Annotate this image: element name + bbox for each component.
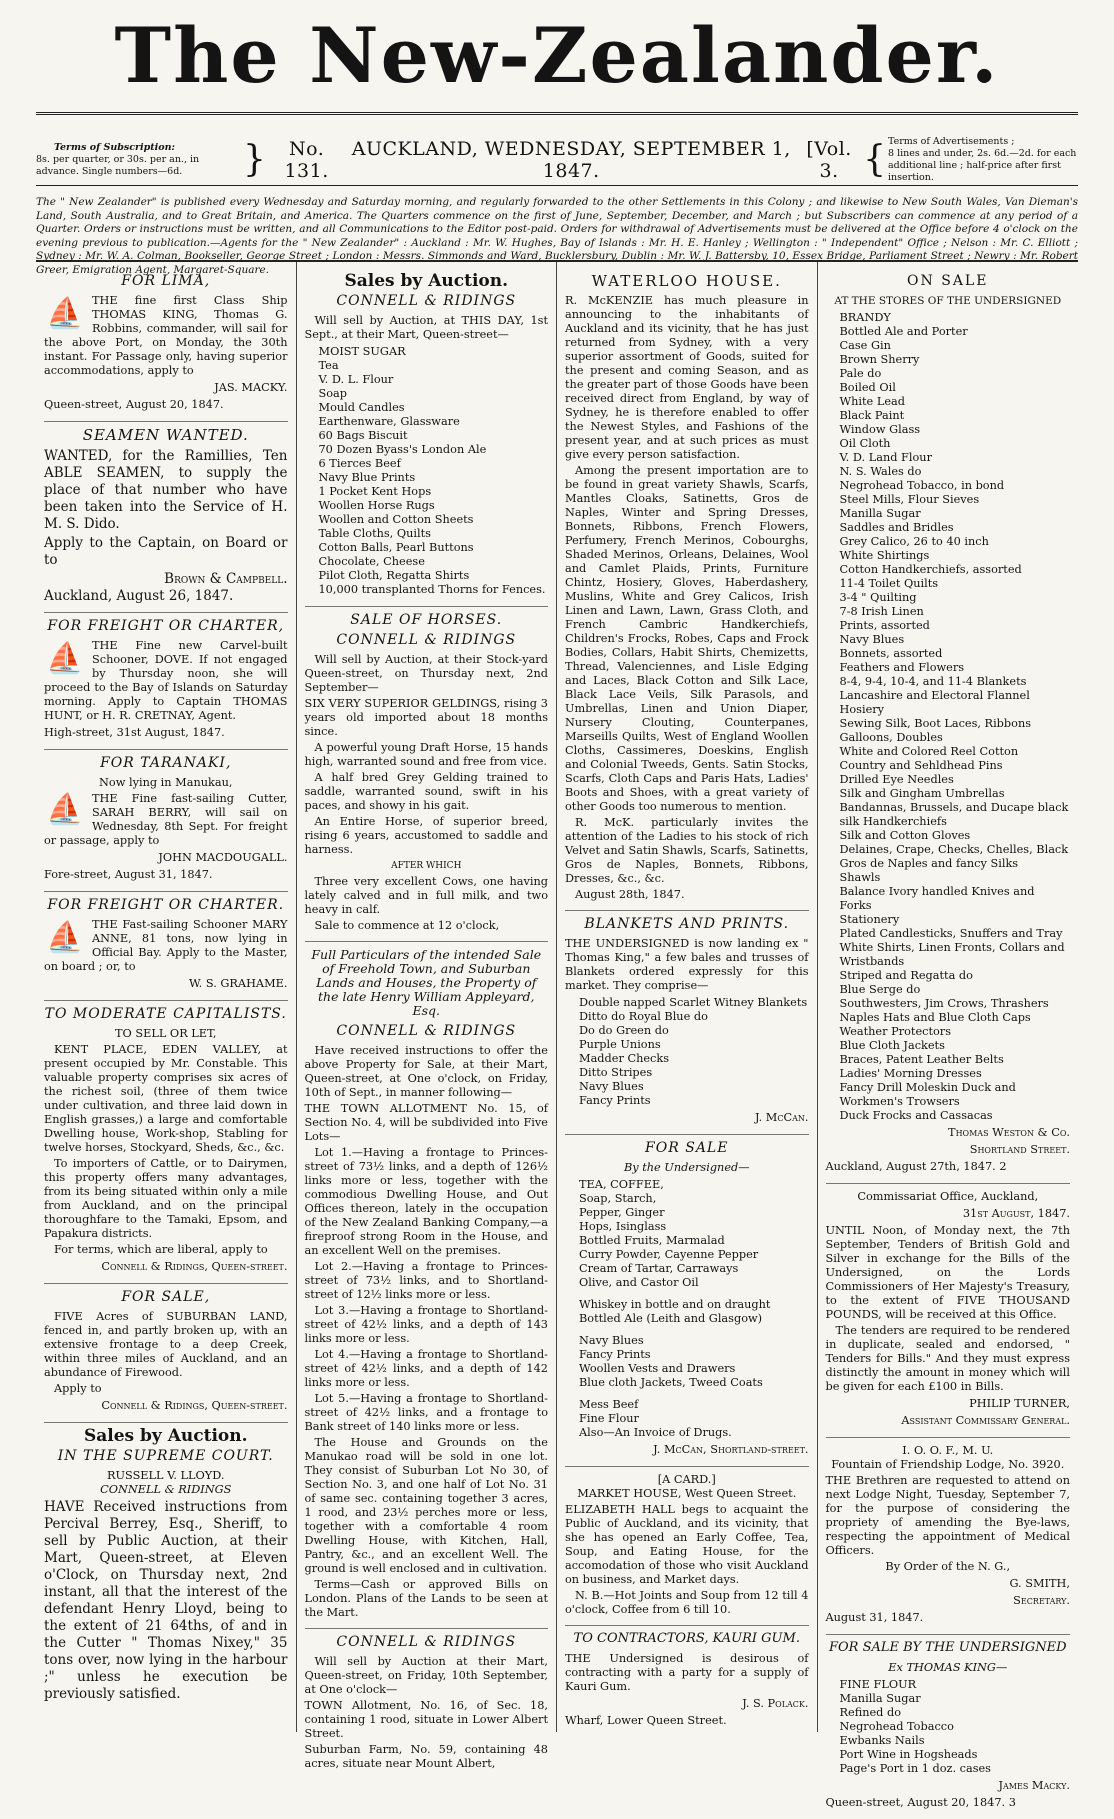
column-1 (36, 262, 297, 1732)
list-spacer (579, 1326, 809, 1334)
ad-lima (44, 274, 288, 422)
ad-subheading: CONNELL & RIDINGS (336, 1023, 517, 1039)
ad-freight-dove (44, 619, 288, 750)
list-spacer (579, 1290, 809, 1298)
ad-freight-mary-anne (44, 898, 288, 1001)
ad-signature: PHILIP TURNER, (969, 1397, 1070, 1410)
list-item: Woollen Vests and Drawers (579, 1362, 736, 1375)
list-item: Navy Blue Prints (318, 471, 416, 484)
list-item: Earthenware, Glassware (318, 415, 460, 428)
ad-body: R. McK. particularly invites the attention of the Ladies to his stock of rich Velvet and Satin Shawls, Scarfs, Satinetts, Gros de Naples, Bonnets, Ribbons, Dresses, &c., &c. (565, 816, 809, 885)
list-item: Double napped Scarlet Witney Blankets (579, 996, 808, 1009)
ad-heading: IN THE SUPREME COURT. (57, 1448, 274, 1464)
list-item: 60 Bags Biscuit (318, 429, 408, 442)
dateline: AUCKLAND, WEDNESDAY, SEPTEMBER 1, 1847. (351, 138, 791, 182)
ad-body: KENT PLACE, EDEN VALLEY, at present occupied by Mr. Constable. This valuable property comprises six acres of the richest soil, (three of them twice under cultivation, and three laid down in English grasses,) a large and comfortable Dwelling house, Work-shop, Stabling for twelve horses, Stockyard, Sheds, &c., &c. (44, 1043, 288, 1154)
ad-body: For terms, which are liberal, apply to (54, 1243, 268, 1256)
ad-heading: I. O. O. F., M. U. (902, 1444, 994, 1457)
ad-signature: J. McCan. (754, 1111, 809, 1124)
ad-date: August 28th, 1847. (575, 888, 685, 901)
list-item: Prints, assorted (839, 619, 930, 632)
ad-signature: Assistant Commissary General. (901, 1414, 1070, 1427)
dateline-bar (268, 138, 861, 182)
ad-subheading: RUSSELL V. LLOYD. (107, 1469, 225, 1482)
ad-date: Wharf, Lower Queen Street. (565, 1714, 727, 1727)
ad-date: Fore-street, August 31, 1847. (44, 868, 213, 881)
list-item: Navy Blues (579, 1334, 644, 1347)
item-list (840, 1678, 1071, 1776)
list-item: Shawls (839, 871, 881, 884)
list-item: V. D. L. Flour (318, 373, 394, 386)
list-item: V. D. Land Flour (839, 451, 932, 464)
list-item: Bottled Ale (Leith and Glasgow) (579, 1312, 763, 1325)
list-item: Weather Protectors (839, 1025, 951, 1038)
ad-signature: Secretary. (1013, 1594, 1070, 1607)
ad-body: SIX VERY SUPERIOR GELDINGS, rising 3 years old imported about 18 months since. (304, 697, 548, 738)
list-item: Plated Candlesticks, Snuffers and Tray (839, 927, 1063, 940)
subscription-terms (36, 142, 241, 178)
advertisement-terms-title: Terms of Advertisements ; (888, 136, 1015, 147)
ad-signature: JAS. MACKY. (214, 381, 288, 394)
ship-icon: ⛵ (46, 792, 84, 827)
ad-body: Among the present importation are to be found in great variety Shawls, Scarfs, Mantles Cloaks, Satinetts, Gros de Naples, Winter and Spring Dresses, Bonnets, Ribbons, French Flowers, Perfumery, French Merinos, Cobourghs, Shaded Merinos, Orleans, Delaines, Wool and Camlet Plaids, Prints, Furniture Chintz, Hosiery, Gloves, Haberdashery, Muslins, White and Grey Calicos, Irish Linen and Lawn, Lawn, Grass Cloth, and French Cambric Handkerchiefs, Children's Frocks, Robes, Caps and Frock Bodies, Collars, Habit Shirts, Chemizetts, Thread, Valenciennes, and Lisle Edging and Laces, Black Cotton and Silk Lace, Black Lace Veils, Silk Parasols, and Umbrellas, Linen and Union Diaper, Nursery Clouting, Counterpanes, Marseills Quilts, West of England Woollen Cloths, Cassimeres, Doeskins, English and Colonial Tweeds, Gents. Satin Stocks, Scarfs, Cloth Caps and Paris Hats, Ladies' Boots and Shoes, with a great variety of other Goods too numerous to mention. (565, 464, 809, 813)
list-item: Bonnets, assorted (839, 647, 943, 660)
item-list (319, 345, 549, 597)
advertisement-terms (888, 136, 1078, 184)
ad-connell-ridings-sale (304, 271, 549, 607)
ad-signature: JOHN MACDOUGALL. (158, 851, 288, 864)
ad-macky-for-sale (826, 1641, 1071, 1819)
ad-body: THE Fine fast-sailing Cutter, SARAH BERRY, will sail on Wednesday, 8th Sept. For freight or passage, apply to (44, 792, 288, 847)
list-item: FINE FLOUR (839, 1678, 917, 1691)
item-list (579, 996, 809, 1108)
list-item: Table Cloths, Quilts (318, 527, 431, 540)
ad-taranaki (44, 756, 288, 892)
ad-signature: Connell & Ridings, Queen-street. (101, 1399, 288, 1412)
list-item: Fancy Drill Moleskin Duck and Workmen's Trowsers (839, 1081, 1016, 1108)
list-item: White Lead (839, 395, 905, 408)
columns (36, 260, 1078, 1809)
ad-body: ELIZABETH HALL begs to acquaint the Public of Auckland, and its vicinity, that she has opened an Early Coffee, Tea, Soup, and Eating House, for the accomodation of those who visit Auckland on business, and Market days. (565, 1503, 809, 1586)
list-item: Oil Cloth (839, 437, 891, 450)
list-item: 8-4, 9-4, 10-4, and 11-4 Blankets (839, 675, 1027, 688)
list-item: Country and Sehldhead Pins (839, 759, 1003, 772)
list-item: Balance Ivory handled Knives and Forks (839, 885, 1035, 912)
ad-body: Sale to commence at 12 o'clock, (314, 919, 500, 932)
list-item: White Shirts, Linen Fronts, Collars and Wristbands (839, 941, 1065, 968)
ad-body: Have received instructions to offer the above Property for Sale, at their Mart, Queen-street, at One o'clock, on Friday, 10th of Sept., in manner following— (304, 1044, 548, 1099)
list-item: Navy Blues (839, 633, 905, 646)
ad-body: A powerful young Draft Horse, 15 hands high, warranted sound and free from vice. (304, 741, 548, 768)
list-item: Hosiery (839, 703, 885, 716)
ad-body: Will sell by Auction, at THIS DAY, 1st Sept., at their Mart, Queen-street— (304, 314, 548, 341)
ad-subheading: AT THE STORES OF THE UNDERSIGNED (834, 295, 1062, 307)
ship-icon: ⛵ (46, 296, 84, 331)
list-item: Manilla Sugar (839, 507, 921, 520)
ad-date: Queen-street, August 20, 1847. (44, 398, 224, 411)
ad-body: The tenders are required to be rendered in duplicate, sealed and endorsed, " Tenders for Bills." And they must express distinctly the amount in money which will be given for each £100 in Bills. (825, 1324, 1070, 1393)
publication-notice: The " New Zealander" is published every Wednesday and Saturday morning, and regularly forwarded to the other Settlements in this Colony ; and likewise to New South Wales, Van Dieman's Land, South Australia, and to Great Britain, and America. The Quarters commence on the first of June, September, December, and March ; but Subscribers can commence at any period of a Quarter. Orders or instructions must be written, and all Communications to the Editor post-paid. Orders for withdrawal of Advertisements must be delivered at the Office before 4 o'clock on the evening previous to publication.—Agents for the " New Zealander" : Auckland : Mr. W. Hughes, Bay of Islands : Mr. H. E. Hanley ; Wellington : " Independent" Office ; Nelson : Mr. C. Elliott ; Sydney : Mr. W. A. Colman, Bookseller, George Street ; London : Messrs. Simmonds and Ward, Bucklersbury, Dublin : Mr. W. J. Battersby, 10, Essex Bridge, Parliament Street ; Newry : Mr. Robert Greer, Emigration Agent, Margaret-Square. (36, 196, 1078, 276)
ad-heading: FOR FREIGHT OR CHARTER, (47, 618, 285, 634)
list-item: Sewing Silk, Boot Laces, Ribbons (839, 717, 1032, 730)
ad-kauri-gum (565, 1632, 809, 1737)
ad-subheading: CONNELL & RIDINGS (100, 1483, 232, 1496)
list-item: Stationery (839, 913, 900, 926)
list-item: Striped and Regatta do (839, 969, 973, 982)
ad-body: THE Fast-sailing Schooner MARY ANNE, 81 tons, now lying in Official Bay. Apply to the Master, on board ; or, to (44, 918, 288, 973)
ad-town-allotment (305, 1635, 549, 1779)
ad-supreme-court (44, 1426, 288, 1711)
ad-freehold-sale (305, 948, 549, 1629)
masthead: The New-Zealander. (114, 11, 1000, 100)
list-item: N. S. Wales do (839, 465, 922, 478)
list-item: Soap, Starch, (579, 1192, 657, 1205)
ad-body: The House and Grounds on the Manukao road will be sold in one lot. They consist of Suburban Lot No 30, of Section No. 3, and one half of Lot No. 31 of same sec. containing together 3 acres, 1 rood, and 23½ perches more or less, together with a comfortable 4 room Dwelling House, with Kitchen, Hall, Pantry, &c., and an excellent Well. The ground is well enclosed and in cultivation. (304, 1436, 548, 1575)
advertisement-terms-body: 8 lines and under, 2s. 6d.—2d. for each additional line ; half-price after first insertion. (888, 148, 1077, 183)
ad-heading: SALE OF HORSES. (350, 612, 503, 628)
ad-heading: TO CONTRACTORS, KAURI GUM. (573, 1631, 800, 1646)
ad-body: Lot 3.—Having a frontage to Shortland-street of 42½ links, and a depth of 143 links more or less. (304, 1304, 548, 1345)
list-item: Delaines, Crape, Checks, Chelles, Black Gros de Naples and fancy Silks (839, 843, 1069, 870)
ad-heading: FOR FREIGHT OR CHARTER. (47, 897, 285, 913)
list-item: Fine Flour (579, 1412, 639, 1425)
ad-body: WANTED, for the Ramillies, Ten ABLE SEAMEN, to supply the place of that number who have been taken into the Service of H. M. S. Dido. (44, 448, 288, 532)
list-item: Bandannas, Brussels, and Ducape black silk Handkerchiefs (839, 801, 1069, 828)
ad-date: Auckland, August 26, 1847. (44, 588, 234, 604)
list-item: Bottled Ale and Porter (839, 325, 968, 338)
list-item: Galloons, Doubles (839, 731, 943, 744)
ad-heading: [A CARD.] (657, 1473, 716, 1486)
ad-body: Lot 1.—Having a frontage to Princes-street of 73½ links, and a depth of 126½ links more or less, together with the commodious Dwelling House, and Out Offices thereon, lately in the occupation of the New Zealand Banking Company,—a fireproof strong Room in the House, and an excellent Well on the premises. (304, 1146, 548, 1257)
list-item: 11-4 Toilet Quilts (839, 577, 939, 590)
list-item: White Shirtings (839, 549, 930, 562)
ship-icon: ⛵ (46, 920, 84, 955)
list-item: 7-8 Irish Linen (839, 605, 924, 618)
ad-date: Queen-street, August 20, 1847. 3 (825, 1796, 1016, 1809)
ad-body: THE TOWN ALLOTMENT No. 15, of Section No. 4, will be subdivided into Five Lots— (304, 1102, 548, 1143)
ad-heading: Full Particulars of the intended Sale of Freehold Town, and Suburban Lands and Houses, the Property of the late Henry William Appleyard, Esq. (311, 947, 542, 1018)
item-list (840, 311, 1071, 1123)
ad-heading: WATERLOO HOUSE. (591, 272, 782, 290)
ad-body: Will sell by Auction at their Mart, Queen-street, on Friday, 10th September, at One o'clock— (304, 1655, 548, 1696)
header-info (36, 135, 1078, 185)
list-item: Black Paint (839, 409, 905, 422)
ad-body: N. B.—Hot Joints and Soup from 12 till 4 o'clock, Coffee from 6 till 10. (565, 1589, 809, 1616)
ad-signature: J. McCan, Shortland-street. (653, 1443, 809, 1456)
ad-commissariat (826, 1190, 1071, 1438)
ad-body: FIVE Acres of SUBURBAN LAND, fenced in, and partly broken up, with an extensive frontage to a deep Creek, within three miles of Auckland, and an abundance of Firewood. (44, 1310, 288, 1379)
list-item: Refined do (839, 1706, 902, 1719)
list-item: Blue cloth Jackets, Tweed Coats (579, 1376, 763, 1389)
column-3 (557, 262, 818, 1732)
ad-waterloo-house (565, 274, 809, 911)
list-item: Do do Green do (579, 1024, 669, 1037)
list-item: Boiled Oil (839, 381, 896, 394)
ad-signature: Connell & Ridings, Queen-street. (101, 1260, 288, 1273)
list-item: Blue Serge do (839, 983, 921, 996)
list-item: Pilot Cloth, Regatta Shirts (318, 569, 470, 582)
list-item: Bottled Fruits, Marmalad (579, 1234, 725, 1247)
ad-heading: FOR SALE, (121, 1289, 211, 1305)
list-item: Woollen and Cotton Sheets (318, 513, 474, 526)
ad-body: Will sell by Auction, at their Stock-yard Queen-street, on Thursday next, 2nd September— (304, 653, 548, 694)
ad-date: 31st August, 1847. (962, 1207, 1070, 1220)
list-item: Mould Candles (318, 401, 405, 414)
list-item: Ewbanks Nails (839, 1734, 925, 1747)
list-item: Ditto do Royal Blue do (579, 1010, 708, 1023)
ad-body: Lot 2.—Having a frontage to Princes-street of 73½ links, and to Shortland-street of 12½ links more or less. (304, 1260, 548, 1301)
list-item: Window Glass (839, 423, 921, 436)
column-2 (297, 262, 558, 1770)
list-item: Grey Calico, 26 to 40 inch (839, 535, 989, 548)
ad-heading: Commissariat Office, Auckland, (857, 1190, 1039, 1203)
ad-signature: Shortland Street. (969, 1143, 1070, 1156)
ad-date: Auckland, August 27th, 1847. 2 (825, 1160, 1007, 1173)
list-item: Case Gin (839, 339, 891, 352)
section-heading: Sales by Auction. (83, 1426, 248, 1446)
list-item: Drilled Eye Needles (839, 773, 954, 786)
ad-for-sale-mccan (565, 1141, 809, 1467)
list-item: Southwesters, Jim Crows, Thrashers (839, 997, 1049, 1010)
ad-signature: Thomas Weston & Co. (948, 1126, 1070, 1139)
list-item: Cotton Handkerchiefs, assorted (839, 563, 1022, 576)
ad-blankets (565, 917, 809, 1135)
ad-body: THE fine first Class Ship THOMAS KING, Thomas G. Robbins, commander, will sail for the above Port, on Monday, the 30th instant. For Passage only, having superior accommodations, apply to (44, 294, 288, 377)
list-item: Madder Checks (579, 1052, 670, 1065)
list-item: Hops, Isinglass (579, 1220, 667, 1233)
list-item: Brown Sherry (839, 353, 920, 366)
list-item: Chocolate, Cheese (318, 555, 425, 568)
list-item: Ditto Stripes (579, 1066, 653, 1079)
ad-signature: By Order of the N. G., (885, 1560, 1011, 1573)
list-item: Pale do (839, 367, 882, 380)
ad-body: Apply to (54, 1382, 102, 1395)
ad-suburban-land (44, 1290, 288, 1423)
list-item: 70 Dozen Byass's London Ale (318, 443, 487, 456)
ad-heading: CONNELL & RIDINGS (336, 293, 517, 309)
brace: { (863, 139, 886, 180)
ad-heading: BLANKETS AND PRINTS. (584, 916, 790, 932)
list-item: Fancy Prints (579, 1094, 651, 1107)
list-item: Ladies' Morning Dresses (839, 1067, 982, 1080)
ad-heading: FOR SALE BY THE UNDERSIGNED (828, 1640, 1067, 1655)
list-item: Cream of Tartar, Carraways (579, 1262, 739, 1275)
ad-body: A half bred Grey Gelding trained to saddle, warranted sound, swift in his paces, and showy in his gait. (304, 771, 548, 812)
ad-body: THE UNDERSIGNED is now landing ex " Thomas King," a few bales and trusses of Blankets ordered expressly for this market. They comprise— (565, 937, 809, 992)
ad-body: THE Brethren are requested to attend on next Lodge Night, Tuesday, September 7, for the purpose of considering the propriety of amending the Bye-laws, respecting the appointment of Medical Officers. (825, 1474, 1070, 1557)
list-item: Braces, Patent Leather Belts (839, 1053, 1004, 1066)
ad-heading: ON SALE (907, 273, 989, 289)
brace: } (243, 139, 266, 180)
list-item: Tea (318, 359, 339, 372)
list-item: Saddles and Bridles (839, 521, 954, 534)
list-item: TEA, COFFEE, (579, 1178, 664, 1191)
list-item: Mess Beef (579, 1398, 639, 1411)
ad-heading: FOR TARANAKI, (100, 755, 232, 771)
ad-heading: FOR LIMA, (121, 273, 211, 289)
ad-subheading: By the Undersigned— (623, 1161, 750, 1174)
list-item: Steel Mills, Flour Sieves (839, 493, 980, 506)
ad-seamen (44, 428, 288, 613)
ad-body: Lot 4.—Having a frontage to Shortland-street of 42½ links, and a depth of 142 links more or less. (304, 1348, 548, 1389)
list-item: Naples Hats and Blue Cloth Caps (839, 1011, 1031, 1024)
list-item: Olive, and Castor Oil (579, 1276, 699, 1289)
list-item: Blue Cloth Jackets (839, 1039, 945, 1052)
ad-signature: James Macky. (998, 1779, 1070, 1792)
ad-market-house (565, 1473, 809, 1626)
ad-subheading: CONNELL & RIDINGS (336, 632, 517, 648)
list-item: 6 Tierces Beef (318, 457, 401, 470)
subscription-terms-title: Terms of Subscription: (54, 142, 176, 153)
list-item: Soap (318, 387, 348, 400)
ad-body: Apply to the Captain, on Board or to (44, 535, 288, 568)
ad-body: Three very excellent Cows, one having lately calved and in full milk, and two heavy in calf. (304, 875, 548, 916)
ad-ioof (826, 1444, 1071, 1635)
ad-subheading: MARKET HOUSE, West Queen Street. (577, 1487, 797, 1500)
ship-icon: ⛵ (46, 641, 84, 676)
ad-capitalists (44, 1007, 288, 1284)
ad-sale-of-horses (305, 613, 549, 942)
ad-heading: SEAMEN WANTED. (82, 426, 249, 444)
list-item: Also—An Invoice of Drugs. (579, 1426, 732, 1439)
ad-subheading: TO SELL OR LET, (114, 1027, 217, 1040)
volume: [Vol. 3. (806, 138, 852, 182)
list-item: BRANDY (839, 311, 891, 324)
masthead-rule (36, 112, 1078, 125)
ad-body: Terms—Cash or approved Bills on London. Plans of the Lands to be seen at the Mart. (304, 1578, 548, 1619)
ad-subheading: Now lying in Manukau, (99, 776, 233, 789)
ad-body: An Entire Horse, of superior breed, rising 6 years, accustomed to saddle and harness. (304, 815, 548, 856)
list-item: Manilla Sugar (839, 1692, 921, 1705)
list-item: Curry Powder, Cayenne Pepper (579, 1248, 759, 1261)
ad-body: Suburban Farm, No. 59, containing 48 acres, situate near Mount Albert, (304, 1743, 548, 1770)
ad-body: UNTIL Noon, of Monday next, the 7th September, Tenders of British Gold and Silver in exchange for the Bills of the Undersigned, on the Lords Commissioners of Her Majesty's Treasury, to the extent of FIVE THOUSAND POUNDS, will be received at this Office. (825, 1224, 1070, 1321)
list-item: Lancashire and Electoral Flannel (839, 689, 1030, 702)
list-item: 1 Pocket Kent Hops (318, 485, 432, 498)
ad-heading: TO MODERATE CAPITALISTS. (44, 1006, 287, 1022)
list-item: Duck Frocks and Cassacas (839, 1109, 993, 1122)
ad-heading: CONNELL & RIDINGS (336, 1634, 517, 1650)
list-item: Negrohead Tobacco (839, 1720, 954, 1733)
ad-subheading: Ex THOMAS KING— (888, 1661, 1008, 1674)
list-item: Feathers and Flowers (839, 661, 965, 674)
ad-subheading: AFTER WHICH (391, 861, 462, 871)
ad-date: August 31, 1847. (825, 1611, 924, 1624)
list-item: Cotton Balls, Pearl Buttons (318, 541, 474, 554)
item-list (579, 1178, 809, 1440)
list-item: Negrohead Tobacco, in bond (839, 479, 1005, 492)
issue-number: No. 131. (284, 138, 329, 182)
list-spacer (579, 1390, 809, 1398)
ad-weston-stores (826, 274, 1071, 1184)
list-item: Fancy Prints (579, 1348, 651, 1361)
ad-signature: W. S. GRAHAME. (189, 977, 288, 990)
list-item: Whiskey in bottle and on draught (579, 1298, 771, 1311)
ad-signature: J. S. Polack. (742, 1697, 809, 1710)
ad-body: To importers of Cattle, or to Dairymen, this property offers many advantages, from its being situated within only a mile from Auckland, and on the principal thoroughfare to the Tamaki, Epsom, and Papakura districts. (44, 1157, 288, 1240)
list-item: Port Wine in Hogsheads (839, 1748, 978, 1761)
list-item: Navy Blues (579, 1080, 644, 1093)
ad-heading: FOR SALE (645, 1140, 729, 1156)
ad-body: HAVE Received instructions from Percival Berrey, Esq., Sheriff, to sell by Public Auction, at their Mart, Queen-street, at Eleven o'Clock, on Thursday next, 2nd instant, all that the interest of the defendant Henry Lloyd, being to the extent of 21 64ths, of and in the Cutter " Thomas Nixey," 35 tons over, now lying in the harbour ;" unless he execution be previously satisfied. (44, 1499, 288, 1702)
list-item: Purple Unions (579, 1038, 661, 1051)
column-4 (818, 262, 1079, 1809)
ad-date: High-street, 31st August, 1847. (44, 726, 225, 739)
ad-subheading: Fountain of Friendship Lodge, No. 3920. (831, 1458, 1065, 1471)
list-item: 3-4 " Quilting (839, 591, 917, 604)
section-heading: Sales by Auction. (344, 271, 509, 291)
ad-body: Lot 5.—Having a frontage to Shortland-street of 42½ links, and a frontage to Bank street of 140 links more or less. (304, 1392, 548, 1433)
list-item: MOIST SUGAR (318, 345, 406, 358)
list-item: Woollen Horse Rugs (318, 499, 435, 512)
ad-body: R. McKENZIE has much pleasure in announcing to the inhabitants of Auckland and its vicinity, that he has just returned from Sydney, with a very superior assortment of Goods, suited for the present and coming Season, and as the greater part of those Goods have been received direct from England, by way of Sydney, he is therefore enabled to offer the Newest Styles, and Fashions of the present year, and at such prices as must give every person satisfaction. (565, 294, 809, 461)
ad-signature: Brown & Campbell. (164, 571, 288, 587)
header-rule (36, 185, 1078, 186)
ad-signature: G. SMITH, (1009, 1577, 1070, 1590)
list-item: White and Colored Reel Cotton (839, 745, 1019, 758)
list-item: Silk and Cotton Gloves (839, 829, 971, 842)
ad-body: THE Undersigned is desirous of contracting with a party for a supply of Kauri Gum. (565, 1652, 809, 1693)
list-item: 10,000 transplanted Thorns for Fences. (318, 583, 546, 596)
list-item: Page's Port in 1 doz. cases (839, 1762, 991, 1775)
list-item: Silk and Gingham Umbrellas (839, 787, 1005, 800)
ad-body: THE Fine new Carvel-built Schooner, DOVE. If not engaged by Thursday noon, she will proceed to the Bay of Islands on Saturday morning. Apply to Captain THOMAS HUNT, or H. R. CRETNAY, Agent. (44, 639, 288, 722)
ad-body: TOWN Allotment, No. 16, of Sec. 18, containing 1 rood, situate in Lower Albert Street. (304, 1699, 548, 1740)
list-item: Pepper, Ginger (579, 1206, 665, 1219)
subscription-terms-body: 8s. per quarter, or 30s. per an., in advance. Single numbers—6d. (36, 154, 200, 177)
